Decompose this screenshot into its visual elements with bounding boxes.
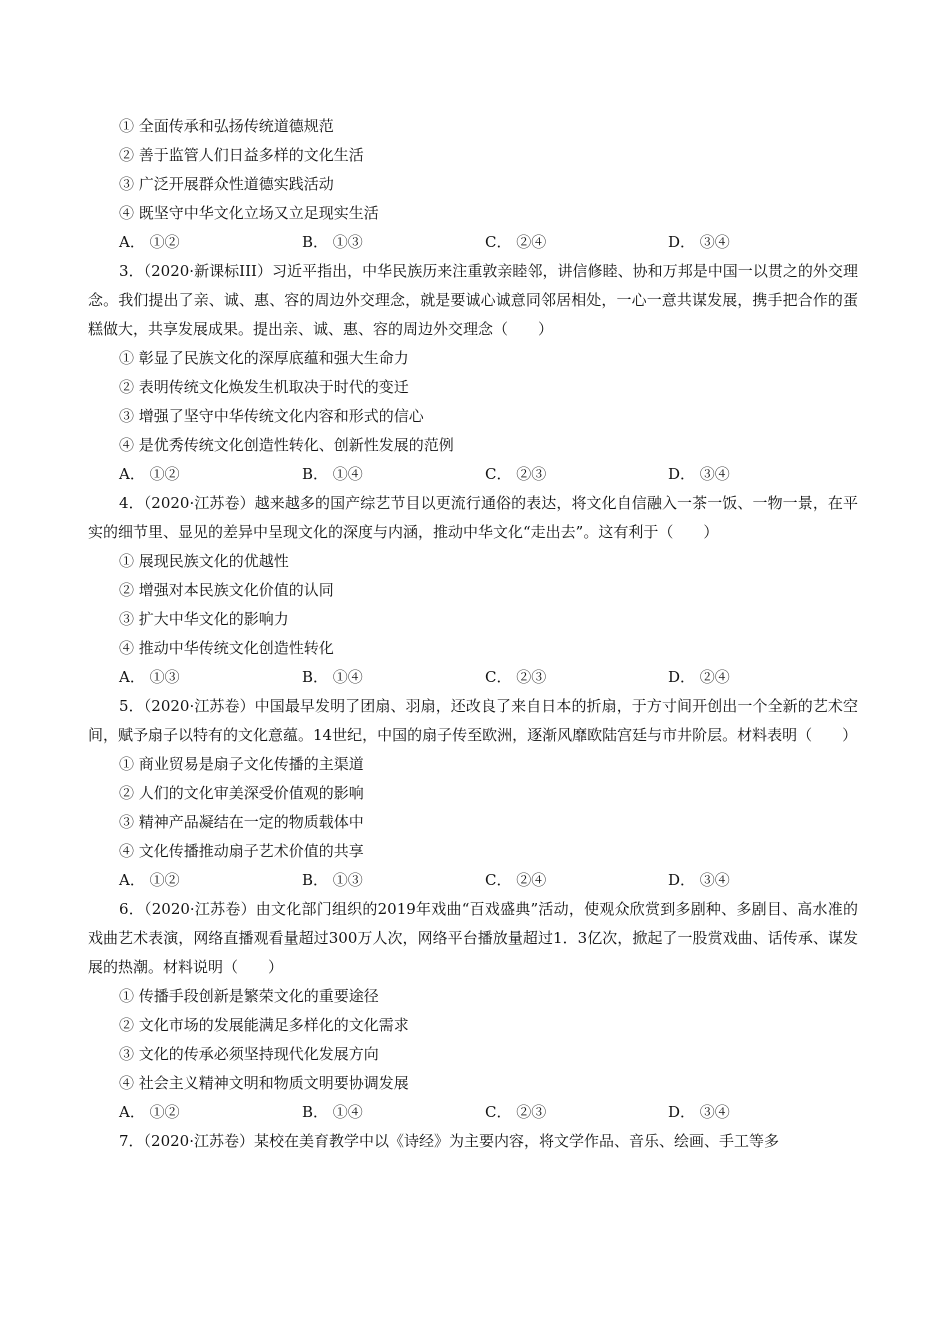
answer-a: A． ①② [119, 233, 180, 251]
option: ③ 增强了坚守中华传统文化内容和形式的信心 [119, 407, 424, 425]
answer-c: C． ②③ [485, 465, 547, 483]
answer-a: A． ①② [119, 465, 180, 483]
option: ② 增强对本民族文化价值的认同 [119, 581, 334, 599]
option: ③ 文化的传承必须坚持现代化发展方向 [119, 1045, 379, 1063]
option: ② 表明传统文化焕发生机取决于时代的变迁 [119, 378, 409, 396]
answer-a: A． ①② [119, 1103, 180, 1121]
question-6 [88, 895, 858, 1127]
option: ④ 推动中华传统文化创造性转化 [119, 639, 334, 657]
answer-choices [88, 460, 858, 489]
answer-c: C． ②③ [485, 668, 547, 686]
option: ③ 广泛开展群众性道德实践活动 [119, 175, 334, 193]
answer-a: A． ①③ [119, 668, 180, 686]
question-stem: 4．（2020·江苏卷）越来越多的国产综艺节目以更流行通俗的表达，将文化自信融入一茶一饭、一物一景，在平实的细节里、显见的差异中呈现文化的深度与内涵，推动中华文化“走出去”。这有利于（ ） [88, 494, 858, 541]
answer-c: C． ②④ [485, 233, 547, 251]
answer-d: D． ③④ [668, 871, 730, 889]
option: ② 人们的文化审美深受价值观的影响 [119, 784, 364, 802]
answer-b: B． ①④ [302, 668, 363, 686]
option: ② 善于监管人们日益多样的文化生活 [119, 146, 364, 164]
answer-d: D． ③④ [668, 233, 730, 251]
option: ① 彰显了民族文化的深厚底蕴和强大生命力 [119, 349, 409, 367]
option: ④ 既坚守中华文化立场又立足现实生活 [119, 204, 379, 222]
question-2 [88, 112, 858, 257]
answer-b: B． ①④ [302, 1103, 363, 1121]
answer-d: D． ③④ [668, 465, 730, 483]
question-4 [88, 489, 858, 692]
answer-choices [88, 228, 858, 257]
option: ② 文化市场的发展能满足多样化的文化需求 [119, 1016, 409, 1034]
answer-b: B． ①③ [302, 871, 363, 889]
question-stem: 7．（2020·江苏卷）某校在美育教学中以《诗经》为主要内容，将文学作品、音乐、绘画、手工等多 [119, 1132, 779, 1150]
answer-b: B． ①③ [302, 233, 363, 251]
question-stem: 3．（2020·新课标III）习近平指出，中华民族历来注重敦亲睦邻，讲信修睦、协和万邦是中国一以贯之的外交理念。我们提出了亲、诚、惠、容的周边外交理念，就是要诚心诚意同邻居相处，一心一意共谋发展，携手把合作的蛋糕做大，共享发展成果。提出亲、诚、惠、容的周边外交理念（ ） [88, 262, 858, 338]
option: ③ 扩大中华文化的影响力 [119, 610, 289, 628]
answer-c: C． ②③ [485, 1103, 547, 1121]
answer-choices [88, 663, 858, 692]
answer-b: B． ①④ [302, 465, 363, 483]
question-content [88, 112, 858, 1156]
option: ③ 精神产品凝结在一定的物质载体中 [119, 813, 364, 831]
option: ④ 文化传播推动扇子艺术价值的共享 [119, 842, 364, 860]
option: ① 展现民族文化的优越性 [119, 552, 289, 570]
question-5 [88, 692, 858, 895]
question-stem: 6．（2020·江苏卷）由文化部门组织的2019年戏曲“百戏盛典”活动，使观众欣赏到多剧种、多剧目、高水准的戏曲艺术表演，网络直播观看量超过300万人次，网络平台播放量超过1．3亿次，掀起了一股赏戏曲、话传承、谋发展的热潮。材料说明（ ） [88, 900, 858, 976]
option: ① 全面传承和弘扬传统道德规范 [119, 117, 334, 135]
option: ④ 社会主义精神文明和物质文明要协调发展 [119, 1074, 409, 1092]
option: ④ 是优秀传统文化创造性转化、创新性发展的范例 [119, 436, 454, 454]
answer-a: A． ①② [119, 871, 180, 889]
question-stem: 5．（2020·江苏卷）中国最早发明了团扇、羽扇，还改良了来自日本的折扇，于方寸间开创出一个全新的艺术空间，赋予扇子以特有的文化意蕴。14世纪，中国的扇子传至欧洲，逐渐风靡欧陆宫廷与市井阶层。材料表明（ ） [88, 697, 858, 744]
answer-c: C． ②④ [485, 871, 547, 889]
question-3 [88, 257, 858, 489]
answer-choices [88, 866, 858, 895]
option: ① 商业贸易是扇子文化传播的主渠道 [119, 755, 364, 773]
question-7 [88, 1127, 858, 1156]
answer-choices [88, 1098, 858, 1127]
answer-d: D． ②④ [668, 668, 730, 686]
answer-d: D． ③④ [668, 1103, 730, 1121]
option: ① 传播手段创新是繁荣文化的重要途径 [119, 987, 379, 1005]
